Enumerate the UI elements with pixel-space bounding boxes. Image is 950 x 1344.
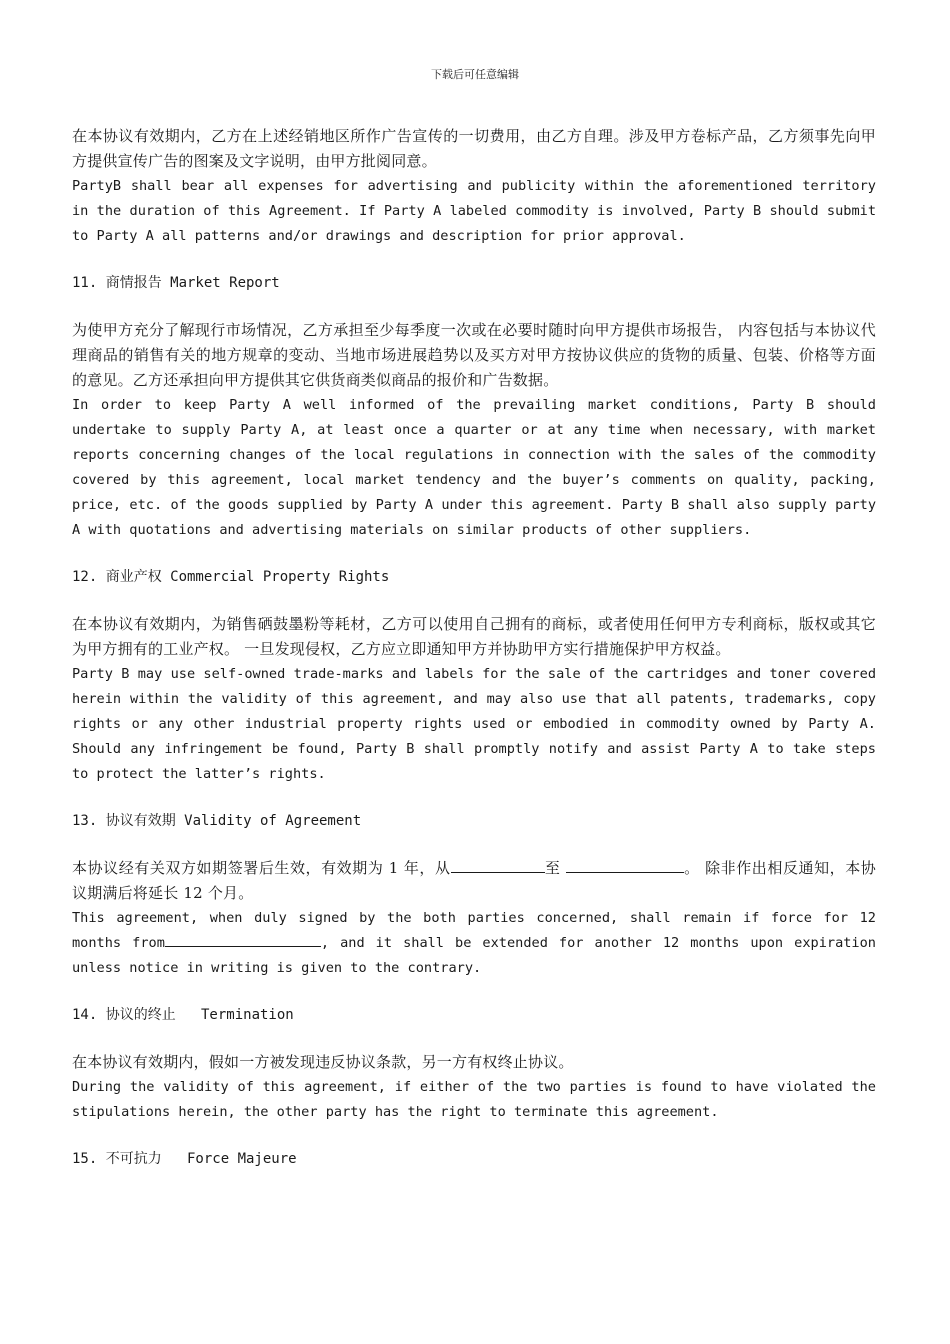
clause-13-zh-part3: 。 除非作出相反通知，本协议期满后将延长 12 个月。 bbox=[72, 859, 876, 902]
clause-15-force-majeure bbox=[72, 1147, 876, 1172]
document-body bbox=[72, 124, 876, 1172]
clause-14-en-text: During the validity of this agreement, if either of the two parties is found to have violated the stipulations herein, the other party has the right to terminate this agreement. bbox=[72, 1079, 876, 1120]
clause-12-zh-text: 在本协议有效期内，为销售硒鼓墨粉等耗材，乙方可以使用自己拥有的商标，或者使用任何甲方专利商标，版权或其它为甲方拥有的工业产权。 一旦发现侵权，乙方应立即通知甲方并协助甲方实行措施保护甲方权益。 bbox=[72, 615, 876, 658]
clause-11-en-text: In order to keep Party A well informed of the prevailing market conditions, Party B should undertake to supply Party A, at least once a quarter or at any time when necessary, with market reports concerning changes of the local regulations in connection with the sales of the commodity covered by this agreement, local market tendency and the buyer’s comments on quality, packing, price, etc. of the goods supplied by Party A under this agreement. Party B shall also supply party A with quotations and advertising materials on similar products of other suppliers. bbox=[72, 397, 876, 538]
from-date-blank[interactable] bbox=[165, 932, 321, 947]
clause-11-zh-text: 为使甲方充分了解现行市场情况，乙方承担至少每季度一次或在必要时随时向甲方提供市场报告， 内容包括与本协议代理商品的销售有关的地方规章的变动、当地市场进展趋势以及买方对甲方按协议供应的货物的质量、包装、价格等方面的意见。乙方还承担向甲方提供其它供货商类似商品的报价和广告数据。 bbox=[72, 321, 876, 389]
clause-13-zh-text bbox=[72, 856, 876, 906]
clause-11-market-report bbox=[72, 271, 876, 543]
clause-14-termination bbox=[72, 1003, 876, 1125]
clause-12-en-text: Party B may use self-owned trade-marks and labels for the sale of the cartridges and toner covered herein within the validity of this agreement, and may also use that all patents, trademarks, copy rights or any other industrial property rights used or embodied in commodity owned by Party A. Should any infringement be found, Party B shall promptly notify and assist Party A to take steps to protect the latter’s rights. bbox=[72, 666, 876, 782]
clause-13-en-part1: This agreement, when duly signed by the both parties concerned, shall remain if force for 12 months from bbox=[72, 910, 876, 951]
clause-13-validity bbox=[72, 809, 876, 981]
page-header: 下载后可任意编辑 bbox=[431, 68, 519, 81]
clause-14-zh-text: 在本协议有效期内，假如一方被发现违反协议条款，另一方有权终止协议。 bbox=[72, 1053, 574, 1071]
clause-10-advertising bbox=[72, 124, 876, 249]
clause-10-zh-text: 在本协议有效期内，乙方在上述经销地区所作广告宣传的一切费用，由乙方自理。涉及甲方卷标产品，乙方须事先向甲方提供宣传广告的图案及文字说明，由甲方批阅同意。 bbox=[72, 127, 876, 170]
clause-14-heading: 14. 协议的终止 Termination bbox=[72, 1007, 294, 1023]
clause-10-en-text: PartyB shall bear all expenses for advertising and publicity within the aforementioned territory in the duration of this Agreement. If Party A labeled commodity is involved, Party B should submit to Party A all patterns and/or drawings and description for prior approval. bbox=[72, 178, 876, 244]
clause-12-commercial-property-rights bbox=[72, 565, 876, 787]
clause-13-zh-part1: 本协议经有关双方如期签署后生效，有效期为 1 年，从 bbox=[72, 859, 451, 877]
clause-13-heading: 13. 协议有效期 Validity of Agreement bbox=[72, 813, 362, 829]
end-date-blank[interactable] bbox=[566, 858, 684, 873]
clause-13-zh-part2: 至 bbox=[544, 859, 566, 877]
clause-11-heading: 11. 商情报告 Market Report bbox=[72, 275, 280, 291]
clause-15-heading: 15. 不可抗力 Force Majeure bbox=[72, 1151, 297, 1167]
clause-13-en-part2: , and it shall be extended for another 12 months upon expiration unless notice in writing is given to the contrary. bbox=[72, 935, 876, 976]
clause-13-en-text bbox=[72, 906, 876, 981]
start-date-blank[interactable] bbox=[451, 858, 545, 873]
clause-12-heading: 12. 商业产权 Commercial Property Rights bbox=[72, 569, 390, 585]
